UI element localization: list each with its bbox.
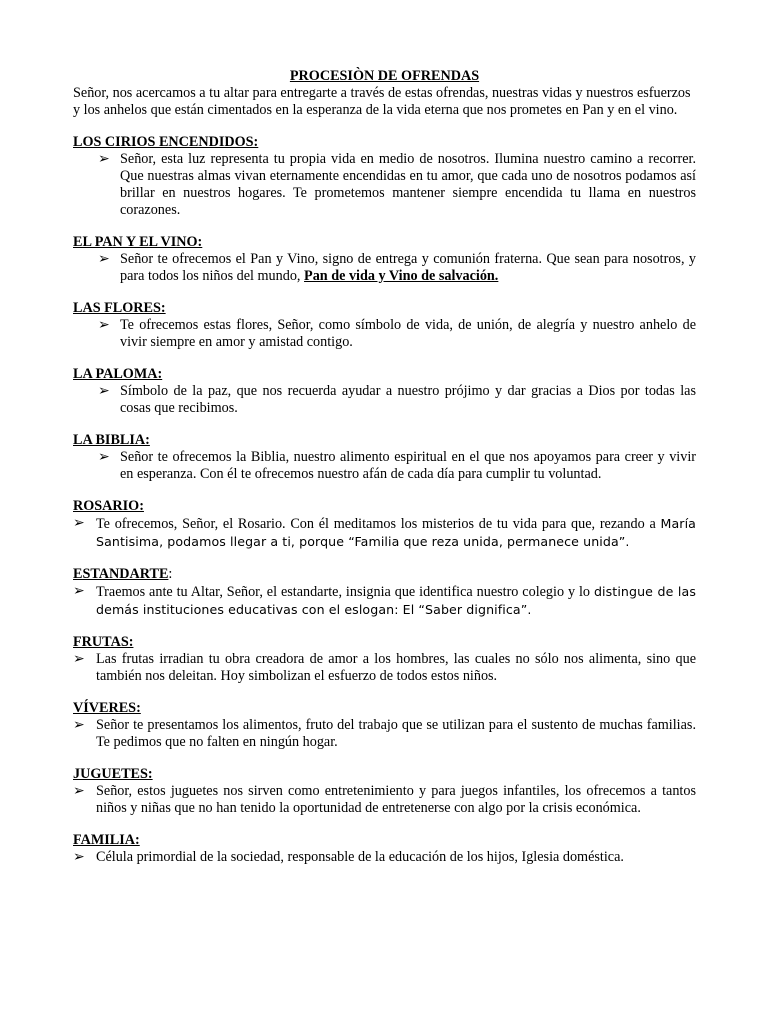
list-item — [73, 783, 696, 817]
document-title: PROCESIÒN DE OFRENDAS — [289, 68, 480, 84]
section-estandarte — [73, 566, 696, 619]
arrow-bullet-icon: ➢ — [98, 317, 110, 333]
section-heading: LA BIBLIA: — [73, 432, 150, 448]
section-flores — [73, 300, 696, 351]
section-heading: FAMILIA: — [73, 832, 140, 848]
arrow-bullet-icon: ➢ — [98, 151, 110, 167]
list-item — [73, 849, 696, 866]
section-viveres — [73, 700, 696, 751]
arrow-bullet-icon: ➢ — [73, 515, 85, 531]
list-item — [73, 717, 696, 751]
arrow-bullet-icon: ➢ — [73, 849, 85, 865]
section-familia — [73, 832, 696, 866]
item-text: Símbolo de la paz, que nos recuerda ayudar a nuestro prójimo y dar gracias a Dios por todas las cosas que recibimos. — [120, 383, 696, 416]
item-text: Las frutas irradian tu obra creadora de amor a los hombres, las cuales no sólo nos alimenta, sino que también nos deleitan. Hoy simbolizan el esfuerzo de todos estos niños. — [96, 651, 696, 684]
list-item — [73, 383, 696, 417]
section-heading: LOS CIRIOS ENCENDIDOS: — [73, 134, 259, 150]
item-text: Célula primordial de la sociedad, responsable de la educación de los hijos, Iglesia doméstica. — [96, 849, 624, 865]
section-biblia — [73, 432, 696, 483]
section-heading: FRUTAS: — [73, 634, 134, 650]
item-text: Te ofrecemos, Señor, el Rosario. Con él meditamos los misterios de tu vida para que, rezando a — [96, 516, 661, 532]
item-text: Señor te presentamos los alimentos, fruto del trabajo que se utilizan para el sustento de muchas familias. Te pedimos que no falten en ningún hogar. — [96, 717, 696, 750]
section-heading: LA PALOMA: — [73, 366, 163, 382]
item-text: Señor te ofrecemos el Pan y Vino, signo de entrega y comunión fraterna. Que sean para nosotros, y para todos los niños del mundo, — [120, 251, 696, 284]
item-text: Señor, esta luz representa tu propia vida en medio de nosotros. Ilumina nuestro camino a recorrer. Que nuestras almas vivan eternamente encendidas en tu amor, que cada uno de nosotros podamos así brillar en nuestros hogares. Te prometemos mantener siempre encendida tu llama en nuestros corazones. — [120, 151, 696, 218]
item-text-alt: María Santisima, podamos llegar a ti, porque “Familia que reza unida, permanece unida”. — [96, 516, 696, 549]
section-paloma — [73, 366, 696, 417]
section-heading: EL PAN Y EL VINO: — [73, 234, 203, 250]
arrow-bullet-icon: ➢ — [73, 717, 85, 733]
item-text: Señor te ofrecemos la Biblia, nuestro alimento espiritual en el que nos apoyamos para creer y vivir en esperanza. Con él te ofrecemos nuestro afán de cada día para cumplir tu voluntad. — [120, 449, 696, 482]
heading-colon: : — [168, 566, 173, 582]
section-pan-vino — [73, 234, 696, 285]
arrow-bullet-icon: ➢ — [73, 651, 85, 667]
section-heading: ROSARIO: — [73, 498, 144, 514]
arrow-bullet-icon: ➢ — [73, 583, 85, 599]
list-item — [73, 515, 696, 551]
section-heading: LAS FLORES: — [73, 300, 166, 316]
list-item — [73, 583, 696, 619]
list-item — [73, 449, 696, 483]
section-heading: VÍVERES: — [73, 700, 141, 716]
item-text: Traemos ante tu Altar, Señor, el estandarte, insignia que identifica nuestro colegio y lo — [96, 584, 594, 600]
item-emphasis: Pan de vida y Vino de salvación. — [304, 268, 499, 284]
arrow-bullet-icon: ➢ — [73, 783, 85, 799]
section-heading: JUGUETES: — [73, 766, 153, 782]
section-juguetes — [73, 766, 696, 817]
list-item — [73, 317, 696, 351]
item-text: Señor, estos juguetes nos sirven como entretenimiento y para juegos infantiles, los ofrecemos a tantos niños y niñas que no han tenido la oportunidad de entretenerse con algo por la crisis económica. — [96, 783, 696, 816]
arrow-bullet-icon: ➢ — [98, 383, 110, 399]
list-item — [73, 251, 696, 285]
section-heading: ESTANDARTE — [73, 566, 169, 582]
arrow-bullet-icon: ➢ — [98, 251, 110, 267]
item-text: Te ofrecemos estas flores, Señor, como símbolo de vida, de unión, de alegría y nuestro anhelo de vivir siempre en amor y amistad contigo. — [120, 317, 696, 350]
list-item — [73, 651, 696, 685]
arrow-bullet-icon: ➢ — [98, 449, 110, 465]
section-rosario — [73, 498, 696, 551]
list-item — [73, 151, 696, 219]
section-frutas — [73, 634, 696, 685]
item-text-alt: distingue de las demás instituciones educativas con el eslogan: El “Saber dignifica”. — [96, 584, 696, 617]
section-cirios — [73, 134, 696, 219]
intro-paragraph: Señor, nos acercamos a tu altar para entregarte a través de estas ofrendas, nuestras vidas y nuestros esfuerzos y los anhelos que están cimentados en la esperanza de la vida eterna que nos prometes en Pan y en el vino. — [73, 85, 691, 118]
